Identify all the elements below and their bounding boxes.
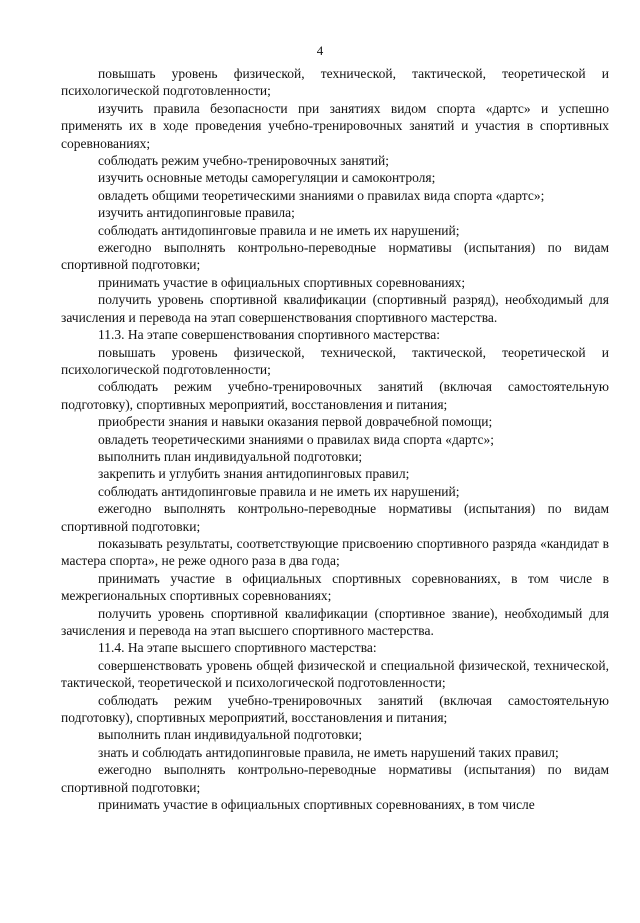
paragraph: принимать участие в официальных спортивных соревнованиях, в том числе [98, 797, 535, 813]
paragraph: изучить антидопинговые правила; [98, 205, 295, 221]
paragraph: ежегодно выполнять контрольно-переводные нормативы (испытания) по видам спортивной подготовки; [61, 240, 609, 273]
paragraph: соблюдать антидопинговые правила и не иметь их нарушений; [98, 222, 460, 238]
paragraph: приобрести знания и навыки оказания первой доврачебной помощи; [98, 414, 493, 430]
paragraph: ежегодно выполнять контрольно-переводные нормативы (испытания) по видам спортивной подготовки; [61, 762, 609, 795]
paragraph: знать и соблюдать антидопинговые правила, не иметь нарушений таких правил; [98, 744, 559, 760]
paragraph: соблюдать антидопинговые правила и не иметь их нарушений; [98, 483, 460, 499]
paragraph: соблюдать режим учебно-тренировочных занятий (включая самостоятельную подготовку), спортивных мероприятий, восстановления и питания; [61, 379, 609, 412]
paragraph: изучить правила безопасности при занятиях видом спорта «дартс» и успешно применять их в ходе проведения учебно-тренировочных занятий и участия в спортивных соревнованиях; [61, 100, 609, 151]
paragraph: принимать участие в официальных спортивных соревнованиях, в том числе в межрегиональных спортивных соревнованиях; [61, 570, 609, 604]
paragraph: выполнить план индивидуальной подготовки; [98, 727, 363, 743]
paragraph: ежегодно выполнять контрольно-переводные нормативы (испытания) по видам спортивной подготовки; [61, 501, 609, 534]
paragraph: 11.4. На этапе высшего спортивного мастерства: [98, 640, 377, 656]
paragraph: получить уровень спортивной квалификации (спортивный разряд), необходимый для зачисления и перевода на этап совершенствования спортивного мастерства. [61, 292, 609, 325]
paragraph: показывать результаты, соответствующие присвоению спортивного разряда «кандидат в мастера спорта», не реже одного раза в два года; [61, 535, 609, 569]
paragraph: соблюдать режим учебно-тренировочных занятий; [98, 153, 389, 169]
body-text [61, 65, 609, 813]
paragraph: овладеть теоретическими знаниями о правилах вида спорта «дартс»; [98, 431, 494, 447]
paragraph: принимать участие в официальных спортивных соревнованиях; [98, 274, 466, 290]
paragraph: повышать уровень физической, технической, тактической, теоретической и психологической подготовленности; [61, 344, 609, 377]
paragraph: совершенствовать уровень общей физической и специальной физической, технической, тактической, теоретической и психологической подготовленности; [61, 657, 609, 691]
paragraph: 11.3. На этапе совершенствования спортивного мастерства: [98, 327, 441, 343]
paragraph: закрепить и углубить знания антидопинговых правил; [98, 466, 410, 482]
paragraph: овладеть общими теоретическими знаниями о правилах вида спорта «дартс»; [98, 187, 545, 203]
paragraph: получить уровень спортивной квалификации (спортивное звание), необходимый для зачисления и перевода на этап высшего спортивного мастерства. [61, 605, 609, 638]
paragraph: соблюдать режим учебно-тренировочных занятий (включая самостоятельную подготовку), спортивных мероприятий, восстановления и питания; [61, 692, 609, 726]
paragraph: выполнить план индивидуальной подготовки; [98, 448, 363, 464]
page-number: 4 [316, 43, 324, 58]
paragraph: изучить основные методы саморегуляции и самоконтроля; [98, 170, 436, 186]
paragraph: повышать уровень физической, технической, тактической, теоретической и психологической подготовленности; [61, 66, 609, 99]
